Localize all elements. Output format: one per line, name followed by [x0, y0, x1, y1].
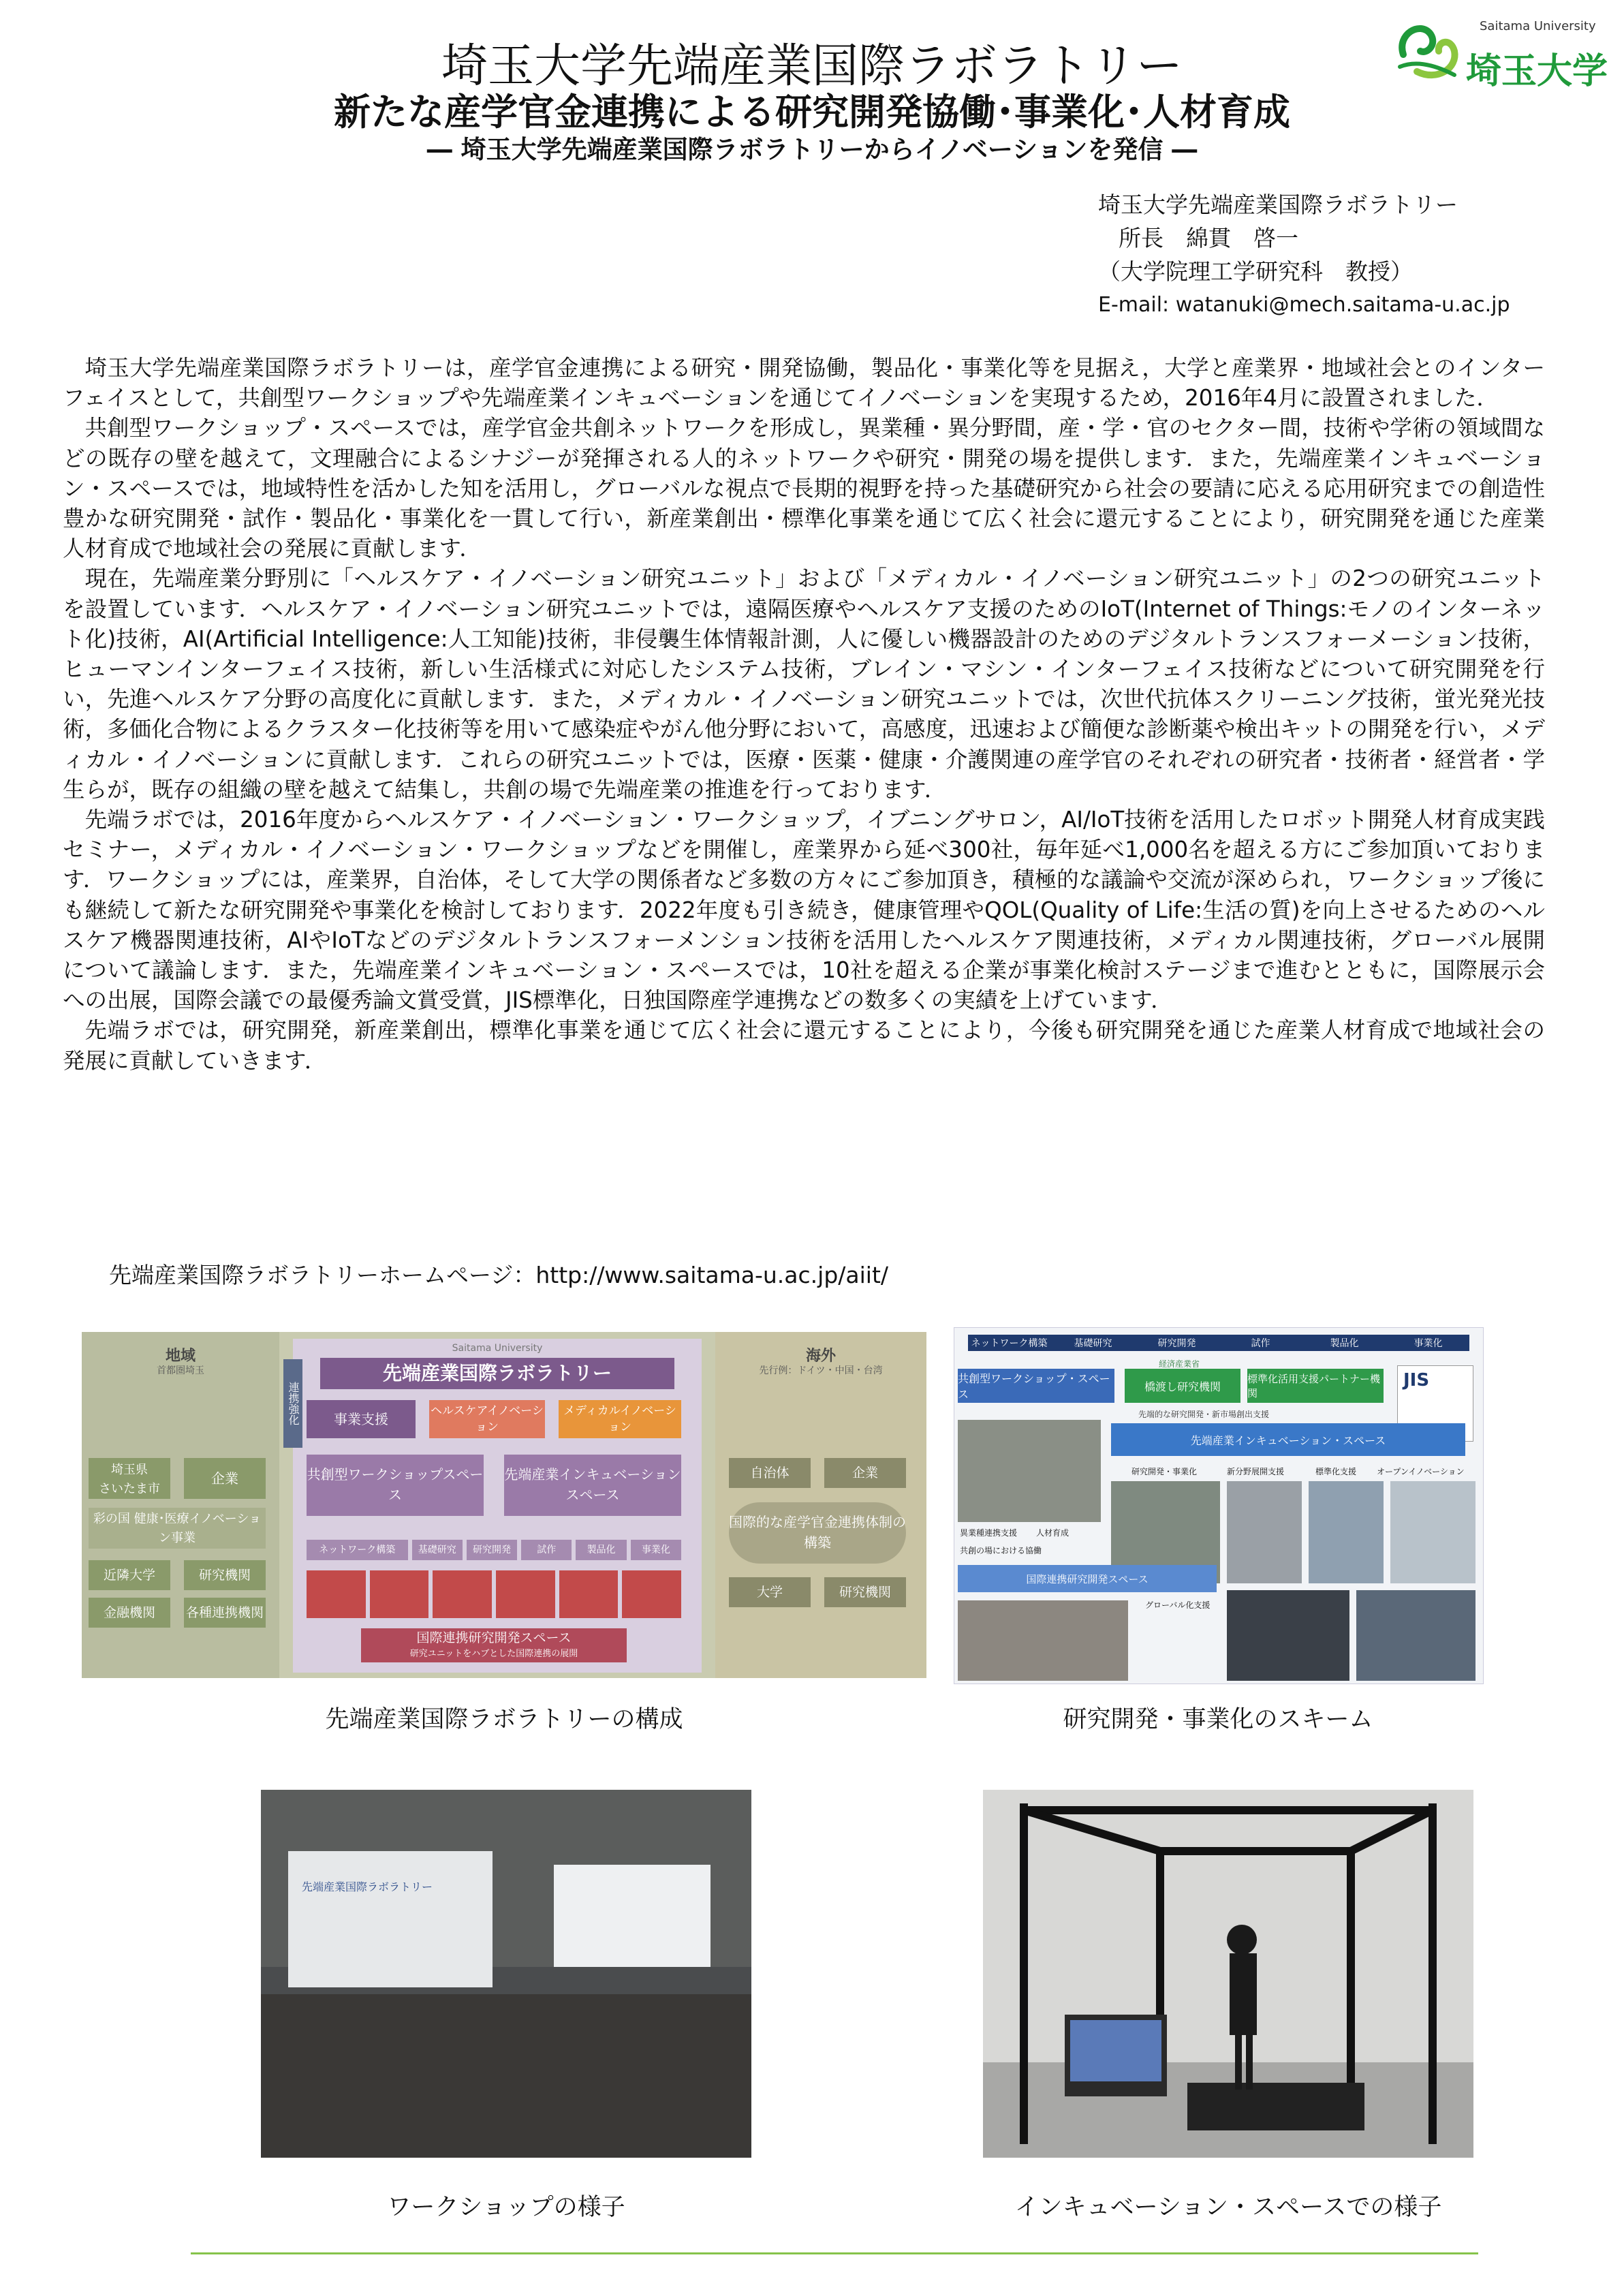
left-box-inst: 研究機関	[184, 1560, 266, 1590]
projector-screen	[288, 1851, 493, 1987]
incubation-photo	[983, 1790, 1473, 2158]
scheme-top-label: 事業化	[1414, 1338, 1443, 1349]
screen-text: 先端産業国際ラボラトリー	[302, 1880, 433, 1893]
scheme-box-bridge: 橋渡し研究機関	[1125, 1369, 1240, 1403]
center-region	[293, 1339, 702, 1673]
box-business-support: 事業支援	[307, 1400, 416, 1438]
logo-text-ja: 埼玉大学	[1466, 51, 1608, 92]
author-dept: （大学院理工学研究科 教授）	[1098, 258, 1413, 285]
intl-title: 国際連携研究開発スペース	[416, 1630, 572, 1645]
page-title: 埼玉大学先端産業国際ラボラトリー	[441, 40, 1183, 93]
left-label: 埼玉県	[111, 1463, 148, 1477]
photo-5	[1390, 1481, 1475, 1583]
paragraph: 先端ラボでは，2016年度からヘルスケア・イノベーション・ワークショップ，イブニングサロン，AI/IoT技術を活用したロボット開発人材育成実践セミナー，メディカル・イノベーション・ワークショップなどを開催し，産業界から延べ300社，毎年延べ1,000名を超える方にご参加頂いております．ワークショップには，産業界，自治体，そして大学の関係者など多数の方々にご参加頂き，積極的な議論や交流が深められ，ワークショップ後にも継続して新たな研究開発や事業化を検討しております．2022年度も引き続き，健康管理やQOL(Quality of Life:生活の質)を向上させるためのヘルスケア機器関連技術，AIやIoTなどのデジタルトランスフォーメンション技術を活用したヘルスケア関連技術，メディカル関連技術，グローバル展開について議論します．また，先端産業インキュベーション・スペースでは，10社を超える企業が事業化検討ステージまで進むとともに，国際展示会への出展，国際会議での最優秀論文賞受賞，JIS標準化，日独国際産学連携などの数多くの実績を上げています．	[63, 807, 1545, 1014]
caption-scheme: 研究開発・事業化のスキーム	[1063, 1706, 1373, 1733]
scheme-top-label: 基礎研究	[1074, 1338, 1112, 1349]
left-box-project: 彩の国 健康･医療イノベーション事業	[89, 1508, 266, 1549]
right-subtitle: 先行例：ドイツ・中国・台湾	[759, 1365, 883, 1376]
left-box-partners: 各種連携機関	[184, 1598, 266, 1628]
author-org: 埼玉大学先端産業国際ラボラトリー	[1098, 191, 1458, 218]
scheme-small: 共創の場における協働	[960, 1546, 1042, 1555]
photo-6	[958, 1600, 1128, 1681]
logo-text-en: Saitama University	[1480, 19, 1596, 33]
paragraph: 先端ラボでは，研究開発，新産業創出，標準化事業を通じて広く社会に還元することにより，今後も研究開発を通じた産業人材育成で地域社会の発展に貢献していきます．	[63, 1017, 1545, 1074]
author-email[interactable]: E-mail: watanuki@mech.saitama-u.ac.jp	[1098, 293, 1510, 317]
left-box-company: 企業	[184, 1458, 266, 1499]
scheme-box-intl: 国際連携研究開発スペース	[958, 1565, 1217, 1592]
center-title: 先端産業国際ラボラトリー	[320, 1358, 674, 1389]
left-box-finance: 金融機関	[89, 1598, 170, 1628]
paragraph: 共創型ワークショップ・スペースでは，産学官金共創ネットワークを形成し，異業種・異分野間，産・学・官のセクター間，技術や学術の領域間などの既存の壁を越えて，文理融合によるシナジーが発揮される人的ネットワークや研究・開発の場を提供します．また，先端産業インキュベーション・スペースでは，地域特性を活かした知を活用し，グローバルな視点で長期的視野を持った基礎研究から社会の要請に応える応用研究までの創造性豊かな研究開発・試作・製品化・事業化を一貫して行い，新産業創出・標準化事業を通じて広く社会に還元することにより，研究開発を通じた産業人材育成で地域社会の発展に貢献します．	[63, 415, 1545, 562]
scheme-small: 先端的な研究開発・新市場創出支援	[1138, 1410, 1270, 1419]
red-box-row	[307, 1570, 681, 1618]
structure-diagram	[82, 1332, 926, 1678]
box-healthcare: ヘルスケアイノベーション	[429, 1400, 545, 1438]
paragraph: 埼玉大学先端産業国際ラボラトリーは，産学官金連携による研究・開発協働，製品化・事業化等を見据え，大学と産業界・地域社会とのインターフェイスとして，共創型ワークショップや先端産業インキュベーションを通じてイノベーションを実現するため，2016年4月に設置されました．	[63, 355, 1545, 412]
small-label-row	[307, 1540, 681, 1560]
box-incubation-space: 先端産業インキュベーションスペース	[504, 1455, 681, 1516]
page-tagline: ― 埼玉大学先端産業国際ラボラトリーからイノベーションを発信 ―	[426, 135, 1198, 164]
author-block	[1098, 188, 1602, 322]
left-label: さいたま市	[99, 1482, 160, 1496]
caption-incubation: インキュベーション・スペースでの様子	[1014, 2194, 1442, 2221]
left-title: 地域	[165, 1348, 196, 1365]
right-box-inst: 研究機関	[824, 1577, 906, 1607]
scheme-box-workshop: 共創型ワークショップ・スペース	[958, 1369, 1114, 1403]
small-label: 研究開発	[467, 1540, 517, 1560]
scheme-small: 人材育成	[1036, 1528, 1069, 1538]
audience	[261, 1994, 751, 2158]
page-subtitle: 新たな産学官金連携による研究開発協働･事業化･人材育成	[334, 91, 1290, 134]
body-text	[63, 353, 1545, 1076]
scheme-top-label: ネットワーク構築	[971, 1338, 1048, 1349]
scheme-top-label: 製品化	[1330, 1338, 1359, 1349]
scheme-top-label: 研究開発	[1157, 1338, 1196, 1349]
small-label: 製品化	[576, 1540, 626, 1560]
right-region	[715, 1332, 926, 1678]
scheme-small: 標準化支援	[1315, 1467, 1357, 1476]
small-label: 事業化	[631, 1540, 681, 1560]
paragraph: 現在，先端産業分野別に「ヘルスケア・イノベーション研究ユニット」および「メディカル・イノベーション研究ユニット」の2つの研究ユニットを設置しています．ヘルスケア・イノベーション研究ユニットでは，遠隔医療やヘルスケア支援のためのIoT(Internet of Things:モノのインターネット化)技術，AI(Artificial Intelligence:人工知能)技術，非侵襲生体情報計測，人に優しい機器設計のためのデジタルトランスフォーメーション技術，ヒューマンインターフェイス技術，新しい生活様式に対応したシステム技術，ブレイン・マシン・インターフェイス技術などについて研究開発を行い，先進ヘルスケア分野の高度化に貢献します．また，メディカル・イノベーション研究ユニットでは，次世代抗体スクリーニング技術，蛍光発光技術，多価化合物によるクラスター化技術等を用いて感染症やがん他分野において，高感度，迅速および簡便な診断薬や検出キットの開発を行い，メディカル・イノベーションに貢献します．これらの研究ユニットでは，医療・医薬・健康・介護関連の産学官のそれぞれの研究者・技術者・経営者・学生らが，既存の組織の壁を越えて結集し，共創の場で先端産業の推進を行っております．	[63, 565, 1545, 803]
left-region	[82, 1332, 279, 1678]
box-workshop-space: 共創型ワークショップスペース	[307, 1455, 484, 1516]
right-box-intl: 国際的な産学官金連携体制の構築	[729, 1502, 906, 1564]
scheme-small: オープンイノベーション	[1377, 1467, 1465, 1476]
scheme-meti: 経済産業省	[1159, 1359, 1200, 1369]
small-label: 基礎研究	[412, 1540, 463, 1560]
scheme-box-incubation: 先端産業インキュベーション・スペース	[1111, 1423, 1465, 1456]
right-box-company: 企業	[824, 1458, 906, 1488]
intl-sub: 研究ユニットをハブとした国際連携の展開	[409, 1649, 578, 1659]
box-medical: メディカルイノベーション	[559, 1400, 681, 1438]
caption-workshop: ワークショップの様子	[387, 2194, 625, 2221]
scheme-small: 研究開発・事業化	[1131, 1467, 1198, 1476]
photo-4	[1309, 1481, 1384, 1583]
label-strengthen: 連携強化	[283, 1359, 302, 1448]
jis-mark: JIS	[1403, 1370, 1430, 1391]
author-name: 所長 綿貫 啓一	[1119, 225, 1298, 251]
homepage-link[interactable]: 先端産業国際ラボラトリーホームページ：http://www.saitama-u.ac.jp/aiit/	[109, 1262, 888, 1288]
university-logo	[1390, 14, 1611, 92]
photo-1	[958, 1420, 1101, 1522]
scheme-small: 新分野展開支援	[1227, 1467, 1285, 1476]
left-box-pref	[89, 1458, 170, 1499]
photo-7	[1227, 1590, 1349, 1681]
projector-screen-2	[554, 1865, 710, 1967]
small-label: 試作	[521, 1540, 572, 1560]
logo-mark-icon	[1390, 14, 1465, 89]
scheme-small: 異業種連携支援	[960, 1528, 1018, 1538]
left-box-univ: 近隣大学	[89, 1560, 170, 1590]
scheme-top-bar	[968, 1335, 1469, 1351]
left-subtitle: 首都圏埼玉	[157, 1365, 204, 1376]
box-intl-space	[361, 1628, 627, 1662]
scheme-top-label: 試作	[1251, 1338, 1270, 1349]
scheme-diagram	[954, 1327, 1484, 1684]
photo-3	[1227, 1481, 1302, 1583]
right-box-univ: 大学	[729, 1577, 811, 1607]
right-title: 海外	[805, 1348, 836, 1365]
photo-8	[1356, 1590, 1475, 1681]
scheme-small: グローバル化支援	[1145, 1600, 1211, 1610]
small-label: ネットワーク構築	[307, 1540, 408, 1560]
scheme-box-standard: 標準化活用支援パートナー機関	[1247, 1369, 1384, 1403]
bottom-divider	[191, 2252, 1478, 2254]
right-box-gov: 自治体	[729, 1458, 811, 1488]
treadmill-frame-icon	[983, 1790, 1473, 2158]
workshop-photo	[261, 1790, 751, 2158]
caption-structure: 先端産業国際ラボラトリーの構成	[325, 1706, 683, 1733]
center-brand: Saitama University	[452, 1343, 543, 1354]
